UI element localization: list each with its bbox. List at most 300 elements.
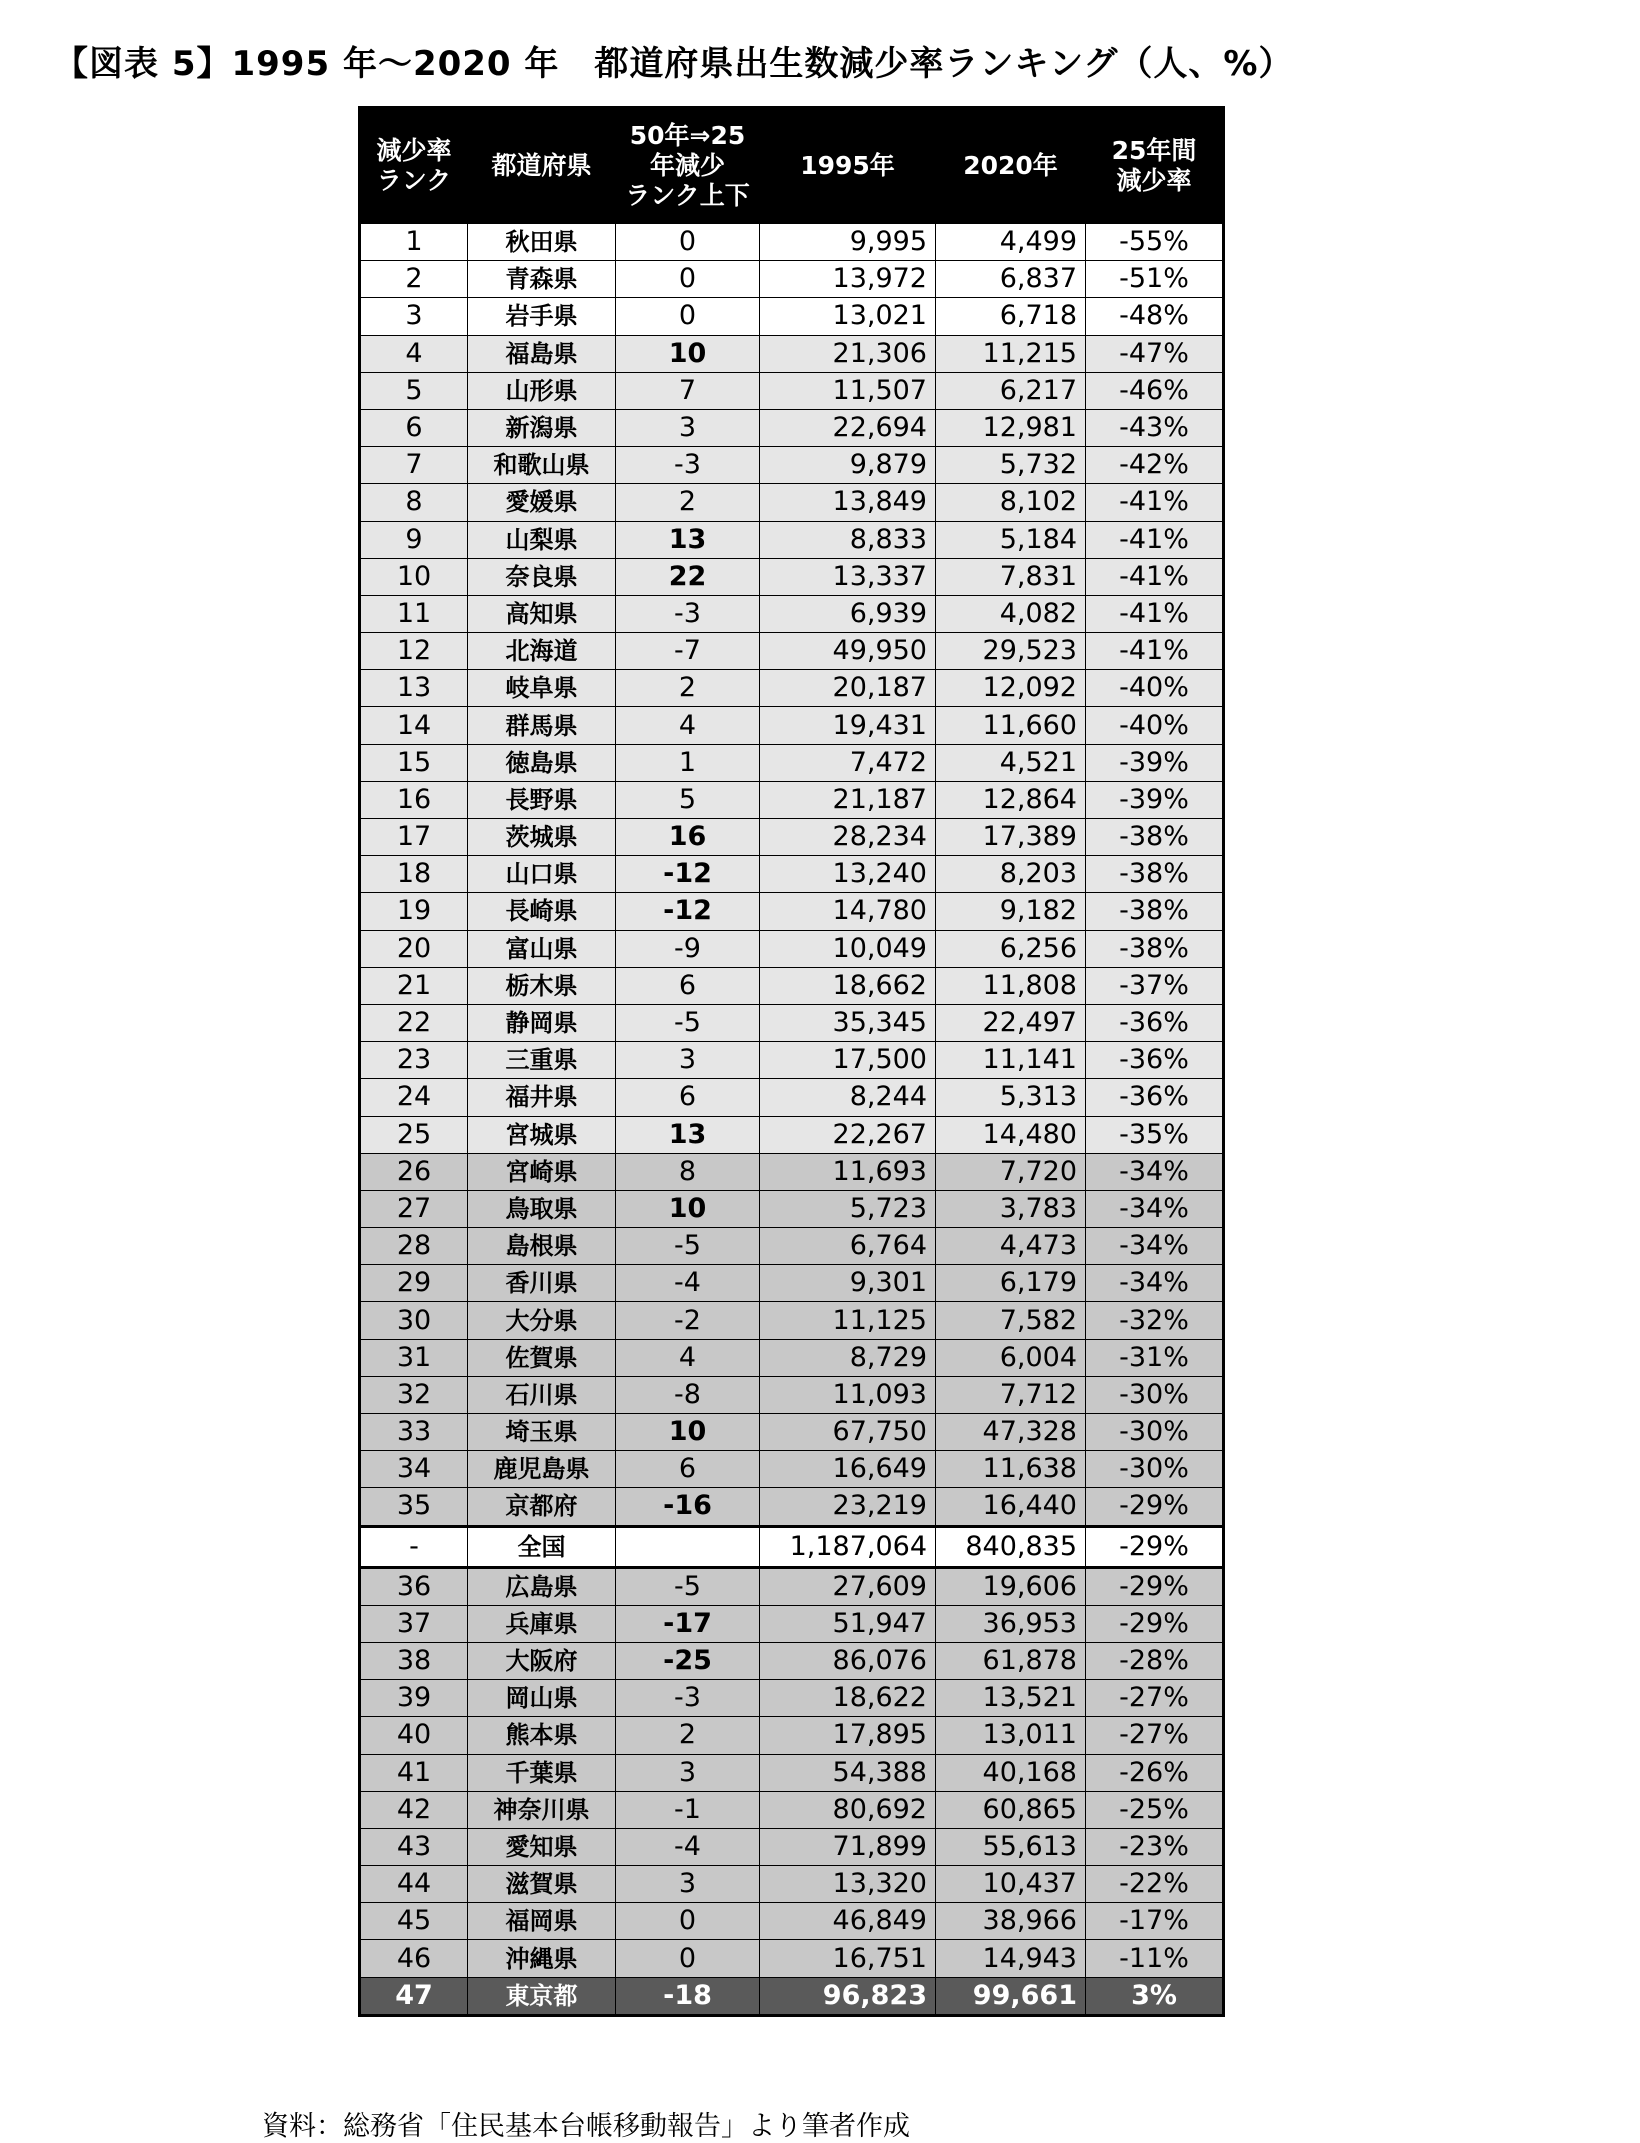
table-row [360,1265,1224,1302]
cell-delta: -12 [616,856,760,893]
cell-rate: -34% [1086,1228,1224,1265]
cell-v1995: 8,729 [760,1339,936,1376]
cell-v2020: 11,215 [936,335,1086,372]
cell-v2020: 6,718 [936,298,1086,335]
header-rank [360,108,468,224]
cell-rank: 20 [360,930,468,967]
cell-rate: -36% [1086,1042,1224,1079]
cell-rank: 6 [360,409,468,446]
cell-rank: 41 [360,1754,468,1791]
cell-rank: - [360,1526,468,1567]
cell-rank: 9 [360,521,468,558]
cell-pref: 広島県 [468,1567,616,1605]
cell-v2020: 99,661 [936,1977,1086,2015]
cell-v1995: 11,093 [760,1376,936,1413]
cell-v2020: 7,831 [936,558,1086,595]
cell-pref: 愛媛県 [468,484,616,521]
cell-v1995: 13,021 [760,298,936,335]
cell-delta: 6 [616,967,760,1004]
cell-pref: 山口県 [468,856,616,893]
cell-rate: -38% [1086,930,1224,967]
cell-v2020: 61,878 [936,1642,1086,1679]
cell-v1995: 17,500 [760,1042,936,1079]
cell-rate: -48% [1086,298,1224,335]
cell-pref: 鹿児島県 [468,1451,616,1488]
cell-rank: 2 [360,261,468,298]
cell-rank: 7 [360,447,468,484]
cell-rate: -37% [1086,967,1224,1004]
table-row [360,1977,1224,2015]
table-row [360,1339,1224,1376]
table-row [360,707,1224,744]
cell-pref: 熊本県 [468,1717,616,1754]
cell-v2020: 840,835 [936,1526,1086,1567]
cell-rank: 19 [360,893,468,930]
cell-delta: 10 [616,1414,760,1451]
cell-v1995: 18,662 [760,967,936,1004]
header-1995: 1995年 [760,108,936,224]
cell-v2020: 11,141 [936,1042,1086,1079]
cell-v2020: 11,638 [936,1451,1086,1488]
cell-rate: -22% [1086,1866,1224,1903]
cell-pref: 北海道 [468,633,616,670]
cell-delta: -5 [616,1567,760,1605]
cell-pref: 埼玉県 [468,1414,616,1451]
table-row [360,967,1224,1004]
cell-v2020: 14,943 [936,1940,1086,1977]
cell-v2020: 29,523 [936,633,1086,670]
cell-rate: -34% [1086,1265,1224,1302]
cell-v1995: 13,849 [760,484,936,521]
cell-rank: 45 [360,1903,468,1940]
cell-rank: 22 [360,1004,468,1041]
cell-delta: 1 [616,744,760,781]
cell-rank: 10 [360,558,468,595]
cell-pref: 秋田県 [468,224,616,261]
table-row [360,1680,1224,1717]
cell-pref: 茨城県 [468,819,616,856]
cell-v1995: 21,187 [760,781,936,818]
cell-v2020: 13,521 [936,1680,1086,1717]
cell-delta: -9 [616,930,760,967]
cell-delta: -16 [616,1488,760,1526]
cell-v1995: 6,764 [760,1228,936,1265]
cell-rate: -40% [1086,670,1224,707]
cell-v2020: 4,473 [936,1228,1086,1265]
cell-rank: 4 [360,335,468,372]
table-row [360,1376,1224,1413]
cell-rate: -46% [1086,372,1224,409]
cell-v1995: 23,219 [760,1488,936,1526]
cell-rate: -28% [1086,1642,1224,1679]
cell-delta: -3 [616,447,760,484]
table-row [360,335,1224,372]
cell-rate: -26% [1086,1754,1224,1791]
cell-pref: 兵庫県 [468,1605,616,1642]
cell-rank: 1 [360,224,468,261]
cell-rate: -38% [1086,893,1224,930]
cell-rate: -23% [1086,1828,1224,1865]
cell-rank: 40 [360,1717,468,1754]
table-row [360,484,1224,521]
cell-v1995: 28,234 [760,819,936,856]
cell-delta: -1 [616,1791,760,1828]
table-row [360,409,1224,446]
cell-v1995: 16,649 [760,1451,936,1488]
table-row [360,447,1224,484]
cell-rate: -38% [1086,819,1224,856]
cell-v2020: 12,981 [936,409,1086,446]
table-row [360,856,1224,893]
header-rate-line2: 減少率 [1116,166,1192,195]
cell-rank: 14 [360,707,468,744]
cell-pref: 鳥取県 [468,1190,616,1227]
cell-pref: 長崎県 [468,893,616,930]
table-row [360,1190,1224,1227]
cell-v1995: 13,320 [760,1866,936,1903]
cell-rate: -32% [1086,1302,1224,1339]
cell-rank: 29 [360,1265,468,1302]
cell-v1995: 22,694 [760,409,936,446]
cell-pref: 滋賀県 [468,1866,616,1903]
cell-rate: -55% [1086,224,1224,261]
table-row [360,558,1224,595]
cell-v1995: 8,833 [760,521,936,558]
cell-rank: 31 [360,1339,468,1376]
cell-pref: 富山県 [468,930,616,967]
cell-rank: 39 [360,1680,468,1717]
table-row [360,595,1224,632]
cell-v1995: 18,622 [760,1680,936,1717]
cell-rank: 28 [360,1228,468,1265]
header-delta-line2: 年減少 [649,151,725,180]
cell-rate: -42% [1086,447,1224,484]
table-row [360,224,1224,261]
cell-v2020: 12,864 [936,781,1086,818]
cell-rank: 8 [360,484,468,521]
cell-rate: 3% [1086,1977,1224,2015]
cell-v1995: 54,388 [760,1754,936,1791]
cell-pref: 和歌山県 [468,447,616,484]
table-row [360,633,1224,670]
header-delta-line3: ランク上下 [625,181,750,210]
cell-delta: 3 [616,1042,760,1079]
cell-delta: 0 [616,1903,760,1940]
cell-rate: -41% [1086,484,1224,521]
header-delta-line1: 50年⇒25 [629,121,746,150]
cell-pref: 全国 [468,1526,616,1567]
cell-rank: 3 [360,298,468,335]
cell-rate: -41% [1086,595,1224,632]
cell-rank: 47 [360,1977,468,2015]
cell-v1995: 20,187 [760,670,936,707]
table-row [360,372,1224,409]
table-row [360,744,1224,781]
cell-v1995: 96,823 [760,1977,936,2015]
figure-title: 【図表 5】1995 年～2020 年 都道府県出生数減少率ランキング（人、%） [54,44,1294,84]
cell-rate: -30% [1086,1414,1224,1451]
cell-v1995: 7,472 [760,744,936,781]
cell-v2020: 5,732 [936,447,1086,484]
table-row [360,298,1224,335]
cell-rank: 38 [360,1642,468,1679]
cell-delta [616,1526,760,1567]
cell-v2020: 47,328 [936,1414,1086,1451]
cell-v2020: 5,313 [936,1079,1086,1116]
cell-rate: -27% [1086,1680,1224,1717]
cell-rate: -11% [1086,1940,1224,1977]
cell-pref: 宮崎県 [468,1153,616,1190]
cell-rate: -25% [1086,1791,1224,1828]
cell-pref: 香川県 [468,1265,616,1302]
table-row [360,1754,1224,1791]
cell-v2020: 5,184 [936,521,1086,558]
cell-delta: -2 [616,1302,760,1339]
cell-delta: 13 [616,1116,760,1153]
cell-v1995: 9,879 [760,447,936,484]
cell-rate: -17% [1086,1903,1224,1940]
cell-pref: 三重県 [468,1042,616,1079]
cell-v2020: 14,480 [936,1116,1086,1153]
cell-v2020: 22,497 [936,1004,1086,1041]
cell-rate: -36% [1086,1004,1224,1041]
cell-v2020: 16,440 [936,1488,1086,1526]
table-row [360,1414,1224,1451]
cell-v1995: 27,609 [760,1567,936,1605]
cell-delta: 7 [616,372,760,409]
cell-rank: 13 [360,670,468,707]
cell-rate: -29% [1086,1488,1224,1526]
cell-v1995: 17,895 [760,1717,936,1754]
table-row [360,1828,1224,1865]
cell-pref: 福岡県 [468,1903,616,1940]
ranking-table-container [358,106,1222,2017]
cell-delta: 3 [616,1754,760,1791]
cell-v2020: 40,168 [936,1754,1086,1791]
cell-delta: -5 [616,1228,760,1265]
cell-v2020: 11,808 [936,967,1086,1004]
cell-delta: -8 [616,1376,760,1413]
cell-pref: 岡山県 [468,1680,616,1717]
cell-v1995: 35,345 [760,1004,936,1041]
cell-rate: -34% [1086,1153,1224,1190]
cell-v1995: 9,995 [760,224,936,261]
header-decline-rate [1086,108,1224,224]
cell-delta: 13 [616,521,760,558]
cell-v1995: 22,267 [760,1116,936,1153]
cell-rank: 43 [360,1828,468,1865]
source-note: 資料：総務省「住民基本台帳移動報告」より筆者作成 [262,2111,910,2142]
cell-rate: -30% [1086,1451,1224,1488]
cell-delta: 10 [616,335,760,372]
cell-rate: -38% [1086,856,1224,893]
cell-delta: 2 [616,484,760,521]
cell-delta: -4 [616,1265,760,1302]
table-row [360,1791,1224,1828]
cell-rate: -43% [1086,409,1224,446]
cell-v2020: 4,082 [936,595,1086,632]
cell-v1995: 13,240 [760,856,936,893]
cell-pref: 山形県 [468,372,616,409]
cell-rate: -41% [1086,633,1224,670]
cell-rank: 33 [360,1414,468,1451]
header-2020: 2020年 [936,108,1086,224]
cell-v1995: 9,301 [760,1265,936,1302]
cell-v2020: 8,203 [936,856,1086,893]
cell-rate: -27% [1086,1717,1224,1754]
cell-v1995: 11,125 [760,1302,936,1339]
cell-v2020: 10,437 [936,1866,1086,1903]
cell-delta: 0 [616,261,760,298]
cell-rate: -34% [1086,1190,1224,1227]
cell-v1995: 21,306 [760,335,936,372]
cell-rank: 21 [360,967,468,1004]
cell-delta: 0 [616,1940,760,1977]
cell-delta: 0 [616,298,760,335]
cell-pref: 徳島県 [468,744,616,781]
cell-pref: 福島県 [468,335,616,372]
cell-v2020: 3,783 [936,1190,1086,1227]
table-row [360,1567,1224,1605]
cell-pref: 島根県 [468,1228,616,1265]
cell-rank: 36 [360,1567,468,1605]
cell-pref: 岩手県 [468,298,616,335]
cell-v1995: 46,849 [760,1903,936,1940]
cell-delta: -3 [616,1680,760,1717]
cell-v2020: 60,865 [936,1791,1086,1828]
cell-v2020: 4,521 [936,744,1086,781]
cell-pref: 大阪府 [468,1642,616,1679]
cell-v1995: 13,337 [760,558,936,595]
table-row [360,781,1224,818]
table-row [360,670,1224,707]
cell-pref: 東京都 [468,1977,616,2015]
cell-v1995: 49,950 [760,633,936,670]
cell-v2020: 6,256 [936,930,1086,967]
table-row [360,1642,1224,1679]
header-rank-change [616,108,760,224]
cell-rank: 12 [360,633,468,670]
cell-pref: 青森県 [468,261,616,298]
cell-rank: 15 [360,744,468,781]
cell-v1995: 6,939 [760,595,936,632]
cell-delta: 16 [616,819,760,856]
cell-v2020: 7,712 [936,1376,1086,1413]
cell-pref: 京都府 [468,1488,616,1526]
cell-delta: 0 [616,224,760,261]
cell-v2020: 38,966 [936,1903,1086,1940]
cell-rank: 27 [360,1190,468,1227]
cell-delta: 22 [616,558,760,595]
cell-rate: -51% [1086,261,1224,298]
table-row [360,930,1224,967]
cell-rate: -36% [1086,1079,1224,1116]
cell-rank: 46 [360,1940,468,1977]
table-row [360,1228,1224,1265]
table-row [360,1717,1224,1754]
cell-delta: 6 [616,1079,760,1116]
table-row [360,1940,1224,1977]
cell-rank: 26 [360,1153,468,1190]
cell-delta: -18 [616,1977,760,2015]
cell-delta: 2 [616,1717,760,1754]
table-row [360,261,1224,298]
cell-delta: -12 [616,893,760,930]
cell-pref: 岐阜県 [468,670,616,707]
cell-delta: -17 [616,1605,760,1642]
cell-delta: 8 [616,1153,760,1190]
cell-pref: 神奈川県 [468,1791,616,1828]
cell-rate: -30% [1086,1376,1224,1413]
table-row [360,819,1224,856]
cell-delta: 5 [616,781,760,818]
cell-rank: 18 [360,856,468,893]
cell-delta: 2 [616,670,760,707]
cell-v1995: 1,187,064 [760,1526,936,1567]
cell-rank: 24 [360,1079,468,1116]
cell-pref: 群馬県 [468,707,616,744]
header-row [360,108,1224,224]
cell-rate: -47% [1086,335,1224,372]
cell-rate: -35% [1086,1116,1224,1153]
cell-rate: -29% [1086,1567,1224,1605]
cell-v1995: 67,750 [760,1414,936,1451]
cell-rank: 17 [360,819,468,856]
cell-v2020: 8,102 [936,484,1086,521]
cell-rate: -39% [1086,744,1224,781]
table-row [360,1116,1224,1153]
cell-v2020: 36,953 [936,1605,1086,1642]
cell-v2020: 13,011 [936,1717,1086,1754]
cell-delta: 6 [616,1451,760,1488]
cell-rank: 25 [360,1116,468,1153]
cell-delta: -7 [616,633,760,670]
cell-delta: 3 [616,1866,760,1903]
cell-pref: 沖縄県 [468,1940,616,1977]
cell-delta: -25 [616,1642,760,1679]
cell-pref: 高知県 [468,595,616,632]
cell-v1995: 80,692 [760,1791,936,1828]
cell-v2020: 19,606 [936,1567,1086,1605]
cell-v2020: 12,092 [936,670,1086,707]
cell-pref: 宮城県 [468,1116,616,1153]
cell-delta: -4 [616,1828,760,1865]
header-prefecture: 都道府県 [468,108,616,224]
cell-rank: 32 [360,1376,468,1413]
cell-delta: 4 [616,1339,760,1376]
cell-pref: 大分県 [468,1302,616,1339]
cell-v2020: 7,582 [936,1302,1086,1339]
cell-rank: 30 [360,1302,468,1339]
table-row [360,893,1224,930]
header-rank-line1: 減少率 [376,136,452,165]
cell-rate: -41% [1086,558,1224,595]
cell-delta: -3 [616,595,760,632]
cell-rank: 11 [360,595,468,632]
cell-rank: 5 [360,372,468,409]
cell-v1995: 19,431 [760,707,936,744]
cell-pref: 山梨県 [468,521,616,558]
cell-v2020: 6,837 [936,261,1086,298]
cell-rate: -39% [1086,781,1224,818]
cell-v2020: 9,182 [936,893,1086,930]
cell-v2020: 6,004 [936,1339,1086,1376]
cell-pref: 奈良県 [468,558,616,595]
cell-v1995: 14,780 [760,893,936,930]
table-row [360,1079,1224,1116]
table-row [360,1302,1224,1339]
cell-rate: -29% [1086,1605,1224,1642]
